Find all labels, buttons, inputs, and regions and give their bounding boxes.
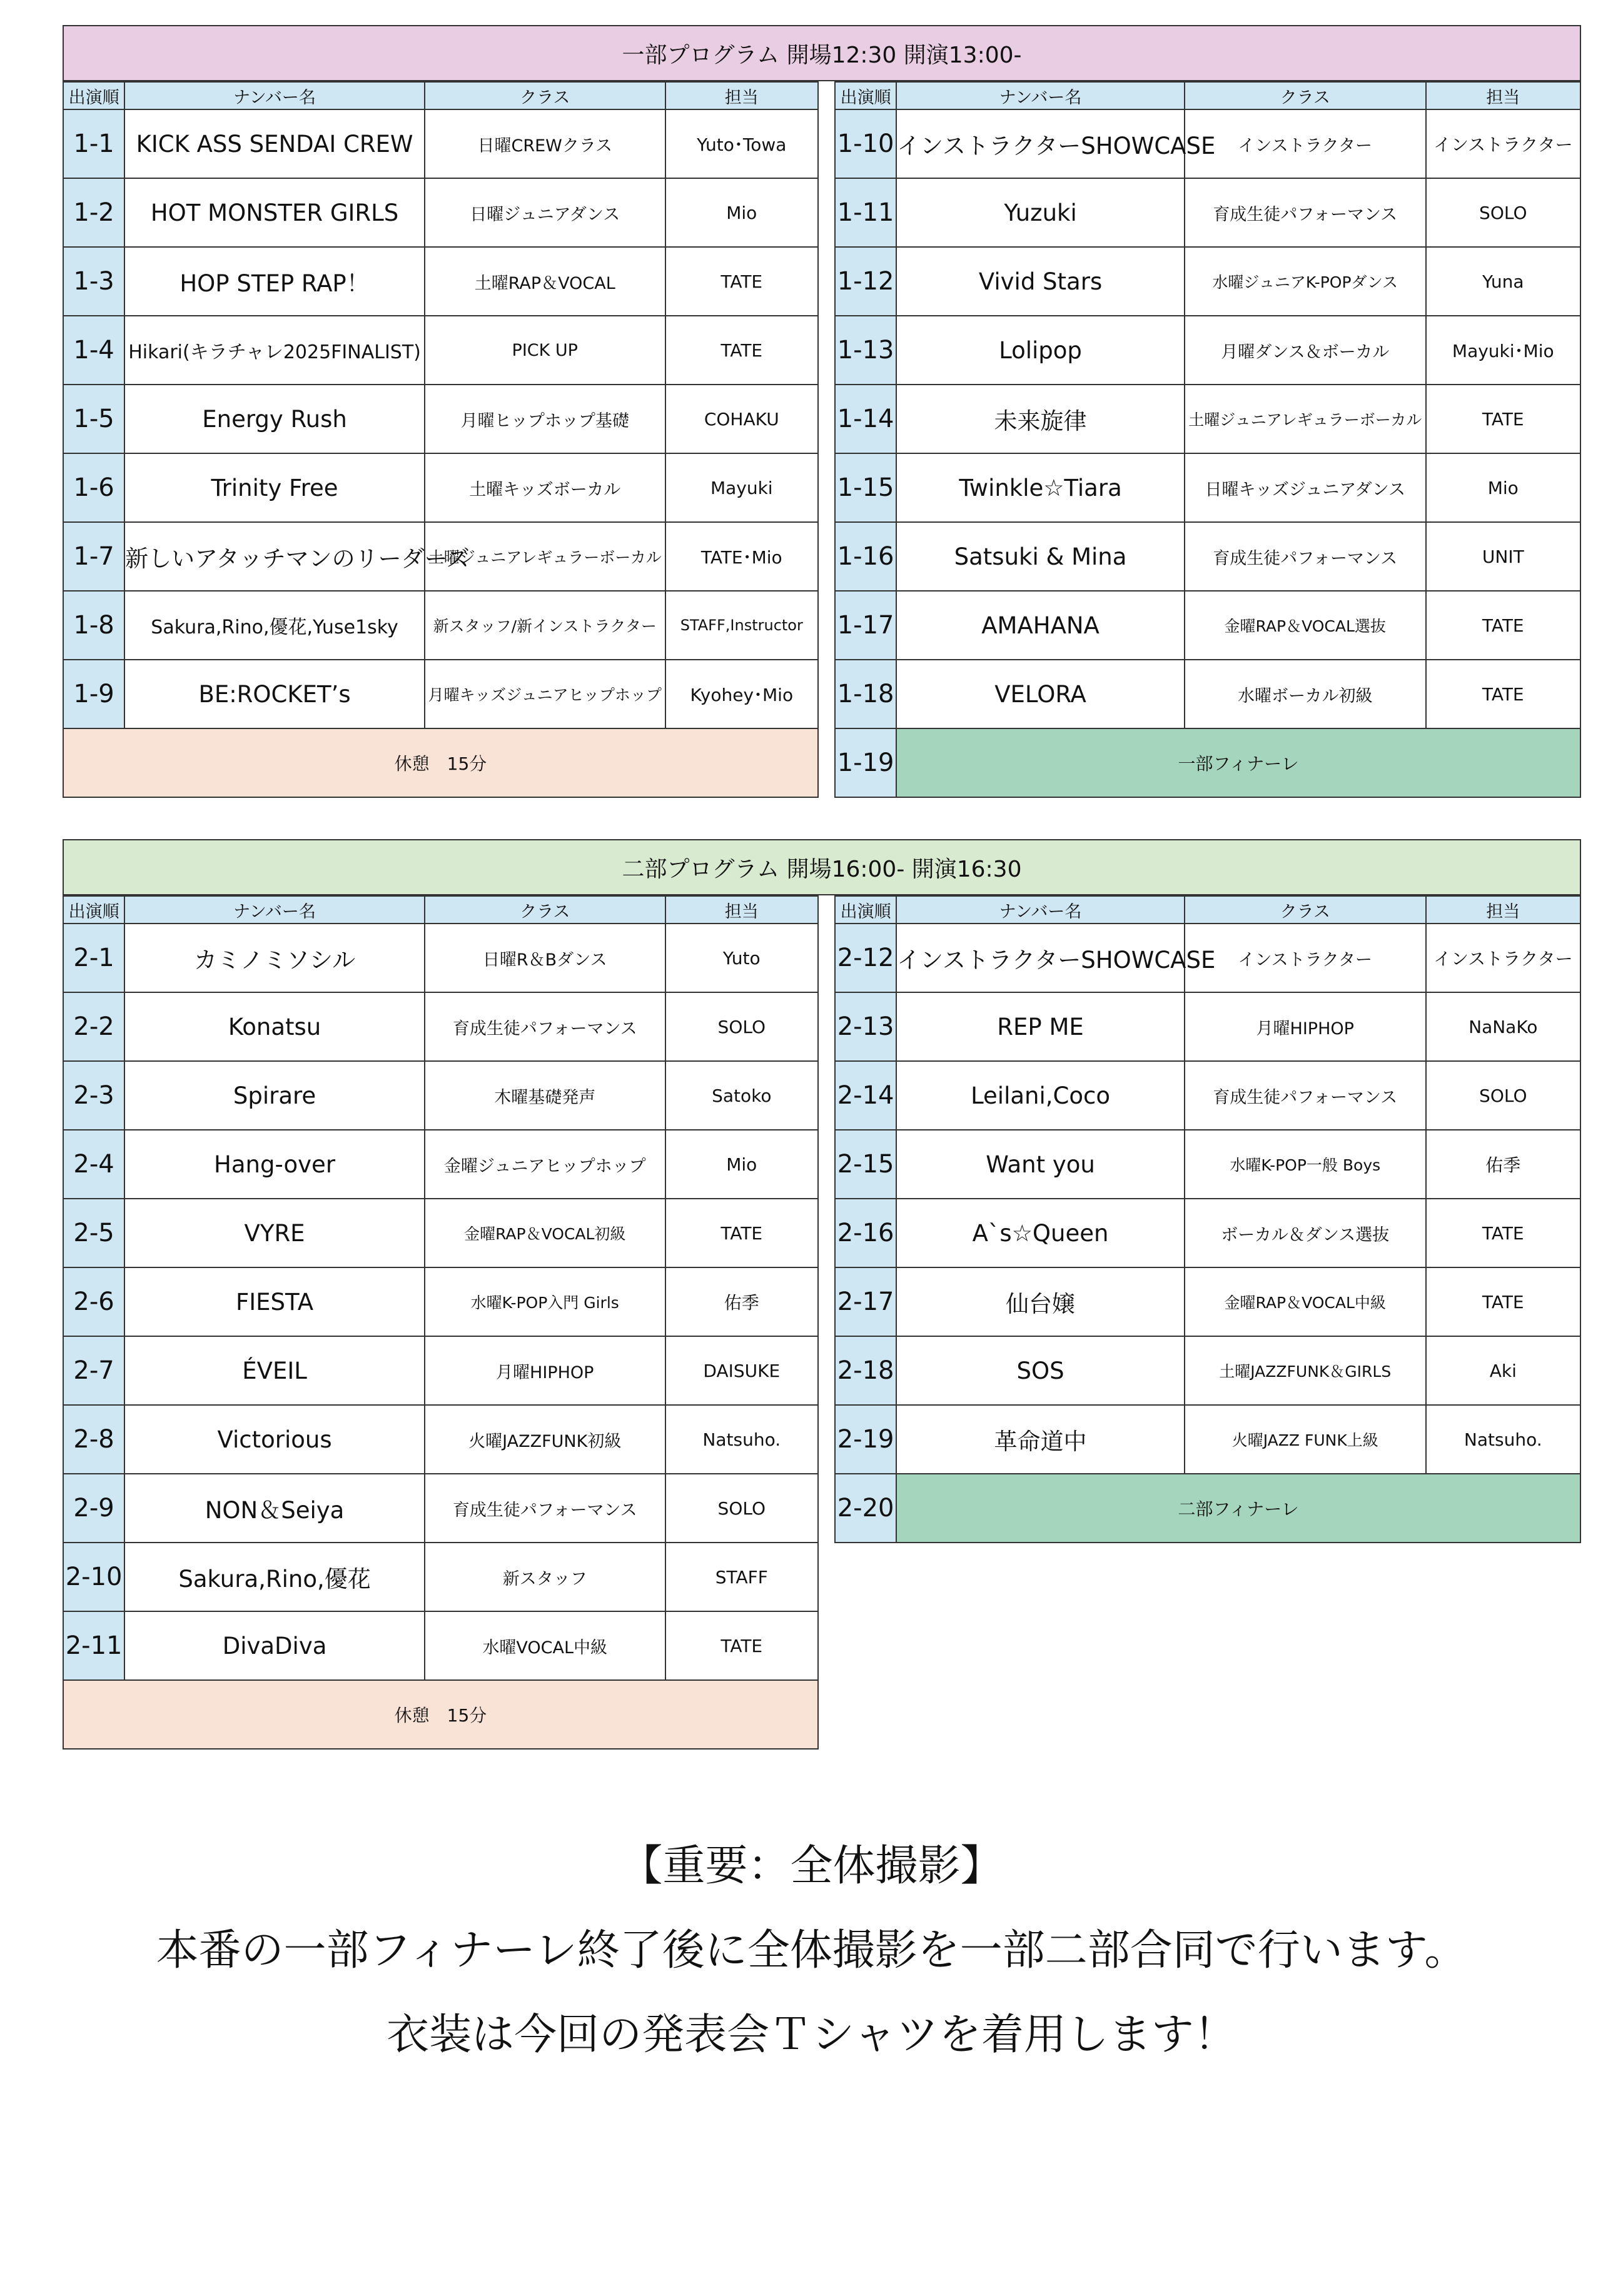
- class-name: 金曜RAP＆VOCAL初級: [425, 1199, 665, 1267]
- header-name: ナンバー名: [124, 896, 425, 924]
- header-order: 出演順: [63, 896, 124, 924]
- number-name: Konatsu: [124, 992, 425, 1061]
- order-number: 2-7: [63, 1336, 124, 1405]
- notice-heading: 【重要：全体撮影】: [620, 1841, 1003, 1891]
- order-number: 1-8: [63, 591, 124, 660]
- class-name: 月曜HIPHOP: [425, 1336, 665, 1405]
- teacher: Mayuki･Mio: [1426, 316, 1580, 385]
- order-number: 1-3: [63, 247, 124, 316]
- order-number: 1-9: [63, 660, 124, 728]
- teacher: NaNaKo: [1426, 992, 1580, 1061]
- teacher: TATE: [1426, 660, 1580, 728]
- class-name: 育成生徒パフォーマンス: [425, 992, 665, 1061]
- table-row: [835, 1130, 1580, 1199]
- order-number: 1-11: [835, 178, 896, 247]
- teacher: Aki: [1426, 1336, 1580, 1405]
- teacher: インストラクター: [1426, 924, 1580, 992]
- table-row: [835, 1405, 1580, 1474]
- teacher: SOLO: [665, 992, 818, 1061]
- header-order: 出演順: [63, 82, 124, 109]
- number-name: インストラクターSHOWCASE: [896, 109, 1185, 178]
- table-row: [63, 453, 818, 522]
- teacher: Kyohey･Mio: [665, 660, 818, 728]
- class-name: 月曜HIPHOP: [1185, 992, 1426, 1061]
- class-name: インストラクター: [1185, 109, 1426, 178]
- header-teacher: 担当: [1426, 896, 1580, 924]
- order-number: 1-13: [835, 316, 896, 385]
- class-name: 水曜K-POP入門 Girls: [425, 1267, 665, 1336]
- number-name: Victorious: [124, 1405, 425, 1474]
- part1-left-table: [63, 81, 819, 798]
- table-row: [63, 1199, 818, 1267]
- class-name: 土曜ジュニアレギュラーボーカル: [425, 522, 665, 591]
- teacher: Mio: [1426, 453, 1580, 522]
- finale-row: [835, 728, 1580, 797]
- class-name: 育成生徒パフォーマンス: [425, 1474, 665, 1543]
- number-name: Twinkle☆Tiara: [896, 453, 1185, 522]
- order-number: 2-8: [63, 1405, 124, 1474]
- teacher: STAFF: [665, 1543, 818, 1611]
- number-name: インストラクターSHOWCASE: [896, 924, 1185, 992]
- number-name: 新しいアタッチマンのリーダーズ: [124, 522, 425, 591]
- order-number: 1-14: [835, 385, 896, 453]
- number-name: BE:ROCKET’s: [124, 660, 425, 728]
- table-row: [63, 992, 818, 1061]
- header-name: ナンバー名: [124, 82, 425, 109]
- order-number: 1-5: [63, 385, 124, 453]
- teacher: Yuto: [665, 924, 818, 992]
- break-row: [63, 1680, 818, 1749]
- order-number: 2-17: [835, 1267, 896, 1336]
- order-number: 2-1: [63, 924, 124, 992]
- finale-number: 2-20: [835, 1474, 896, 1543]
- class-name: 土曜ジュニアレギュラーボーカル: [1185, 385, 1426, 453]
- order-number: 2-16: [835, 1199, 896, 1267]
- class-name: 日曜R＆Bダンス: [425, 924, 665, 992]
- number-name: Lolipop: [896, 316, 1185, 385]
- teacher: TATE: [1426, 1199, 1580, 1267]
- table-row: [63, 1336, 818, 1405]
- number-name: Hang-over: [124, 1130, 425, 1199]
- number-name: カミノミソシル: [124, 924, 425, 992]
- number-name: 革命道中: [896, 1405, 1185, 1474]
- table-row: [835, 591, 1580, 660]
- number-name: REP ME: [896, 992, 1185, 1061]
- teacher: TATE: [1426, 1267, 1580, 1336]
- table-row: [835, 1199, 1580, 1267]
- class-name: 水曜ボーカル初級: [1185, 660, 1426, 728]
- teacher: 佑季: [1426, 1130, 1580, 1199]
- teacher: TATE: [665, 247, 818, 316]
- number-name: A`s☆Queen: [896, 1199, 1185, 1267]
- class-name: 月曜キッズジュニアヒップホップ: [425, 660, 665, 728]
- header-teacher: 担当: [665, 896, 818, 924]
- table-row: [63, 1405, 818, 1474]
- table-row: [835, 109, 1580, 178]
- notice-line-1: 本番の一部フィナーレ終了後に全体撮影を一部二部合同で行います。: [156, 1926, 1467, 1975]
- class-name: 金曜ジュニアヒップホップ: [425, 1130, 665, 1199]
- teacher: SOLO: [1426, 178, 1580, 247]
- order-number: 1-15: [835, 453, 896, 522]
- table-row: [63, 247, 818, 316]
- number-name: HOP STEP RAP！: [124, 247, 425, 316]
- order-number: 1-17: [835, 591, 896, 660]
- order-number: 2-2: [63, 992, 124, 1061]
- number-name: Want you: [896, 1130, 1185, 1199]
- header-teacher: 担当: [1426, 82, 1580, 109]
- number-name: KICK ASS SENDAI CREW: [124, 109, 425, 178]
- header-class: クラス: [1185, 82, 1426, 109]
- order-number: 2-9: [63, 1474, 124, 1543]
- header-name: ナンバー名: [896, 896, 1185, 924]
- table-row: [835, 1267, 1580, 1336]
- table-row: [63, 1130, 818, 1199]
- number-name: HOT MONSTER GIRLS: [124, 178, 425, 247]
- class-name: PICK UP: [425, 316, 665, 385]
- order-number: 2-11: [63, 1611, 124, 1680]
- table-row: [63, 178, 818, 247]
- class-name: 水曜VOCAL中級: [425, 1611, 665, 1680]
- table-row: [835, 1061, 1580, 1130]
- number-name: FIESTA: [124, 1267, 425, 1336]
- class-name: 育成生徒パフォーマンス: [1185, 522, 1426, 591]
- teacher: Mio: [665, 178, 818, 247]
- table-row: [835, 522, 1580, 591]
- class-name: 木曜基礎発声: [425, 1061, 665, 1130]
- number-name: 未来旋律: [896, 385, 1185, 453]
- class-name: 金曜RAP＆VOCAL選抜: [1185, 591, 1426, 660]
- table-row: [63, 1543, 818, 1611]
- number-name: NON＆Seiya: [124, 1474, 425, 1543]
- part1-right-table: [834, 81, 1581, 798]
- order-number: 2-19: [835, 1405, 896, 1474]
- teacher: 佑季: [665, 1267, 818, 1336]
- table-row: [63, 1061, 818, 1130]
- break-label: 休憩 15分: [63, 1680, 818, 1749]
- teacher: TATE: [1426, 591, 1580, 660]
- teacher: SOLO: [665, 1474, 818, 1543]
- number-name: 仙台嬢: [896, 1267, 1185, 1336]
- number-name: Satsuki & Mina: [896, 522, 1185, 591]
- teacher: TATE: [665, 316, 818, 385]
- table-row: [63, 385, 818, 453]
- table-row: [835, 1336, 1580, 1405]
- teacher: Satoko: [665, 1061, 818, 1130]
- class-name: 日曜CREWクラス: [425, 109, 665, 178]
- table-row: [835, 992, 1580, 1061]
- order-number: 2-4: [63, 1130, 124, 1199]
- teacher: Natsuho.: [665, 1405, 818, 1474]
- class-name: 月曜ダンス＆ボーカル: [1185, 316, 1426, 385]
- order-number: 2-14: [835, 1061, 896, 1130]
- number-name: VYRE: [124, 1199, 425, 1267]
- table-row: [835, 178, 1580, 247]
- number-name: AMAHANA: [896, 591, 1185, 660]
- number-name: Sakura,Rino,優花,Yuse1sky: [124, 591, 425, 660]
- order-number: 1-1: [63, 109, 124, 178]
- part2-title: 二部プログラム 開場16:00- 開演16:30: [63, 839, 1581, 895]
- order-number: 1-7: [63, 522, 124, 591]
- class-name: 水曜K-POP一般 Boys: [1185, 1130, 1426, 1199]
- number-name: DivaDiva: [124, 1611, 425, 1680]
- header-name: ナンバー名: [896, 82, 1185, 109]
- teacher: Yuna: [1426, 247, 1580, 316]
- header-class: クラス: [425, 82, 665, 109]
- break-label: 休憩 15分: [63, 728, 818, 797]
- teacher: TATE: [665, 1611, 818, 1680]
- order-number: 1-12: [835, 247, 896, 316]
- number-name: Leilani,Coco: [896, 1061, 1185, 1130]
- table-row: [835, 660, 1580, 728]
- order-number: 2-10: [63, 1543, 124, 1611]
- number-name: Yuzuki: [896, 178, 1185, 247]
- class-name: 新スタッフ/新インストラクター: [425, 591, 665, 660]
- table-row: [835, 924, 1580, 992]
- finale-label: 二部フィナーレ: [896, 1474, 1580, 1543]
- order-number: 2-3: [63, 1061, 124, 1130]
- class-name: 日曜ジュニアダンス: [425, 178, 665, 247]
- table-row: [63, 660, 818, 728]
- order-number: 2-12: [835, 924, 896, 992]
- class-name: インストラクター: [1185, 924, 1426, 992]
- class-name: 火曜JAZZFUNK初級: [425, 1405, 665, 1474]
- teacher: Yuto･Towa: [665, 109, 818, 178]
- teacher: Natsuho.: [1426, 1405, 1580, 1474]
- table-row: [63, 1611, 818, 1680]
- class-name: 金曜RAP＆VOCAL中級: [1185, 1267, 1426, 1336]
- number-name: SOS: [896, 1336, 1185, 1405]
- order-number: 2-15: [835, 1130, 896, 1199]
- order-number: 2-6: [63, 1267, 124, 1336]
- table-row: [835, 247, 1580, 316]
- header-class: クラス: [1185, 896, 1426, 924]
- class-name: 土曜キッズボーカル: [425, 453, 665, 522]
- class-name: 土曜RAP＆VOCAL: [425, 247, 665, 316]
- break-row: [63, 728, 818, 797]
- teacher: Mio: [665, 1130, 818, 1199]
- order-number: 1-10: [835, 109, 896, 178]
- finale-row: [835, 1474, 1580, 1543]
- order-number: 2-5: [63, 1199, 124, 1267]
- header-class: クラス: [425, 896, 665, 924]
- class-name: 土曜JAZZFUNK＆GIRLS: [1185, 1336, 1426, 1405]
- header-teacher: 担当: [665, 82, 818, 109]
- order-number: 1-6: [63, 453, 124, 522]
- teacher: STAFF,Instructor: [665, 591, 818, 660]
- table-row: [63, 109, 818, 178]
- part2-right-table: [834, 895, 1581, 1543]
- header-order: 出演順: [835, 896, 896, 924]
- class-name: 育成生徒パフォーマンス: [1185, 178, 1426, 247]
- number-name: Hikari(キラチャレ2025FINALIST): [124, 316, 425, 385]
- number-name: Spirare: [124, 1061, 425, 1130]
- table-row: [63, 1267, 818, 1336]
- order-number: 1-18: [835, 660, 896, 728]
- teacher: UNIT: [1426, 522, 1580, 591]
- teacher: COHAKU: [665, 385, 818, 453]
- table-row: [63, 1474, 818, 1543]
- number-name: VELORA: [896, 660, 1185, 728]
- class-name: 育成生徒パフォーマンス: [1185, 1061, 1426, 1130]
- order-number: 2-13: [835, 992, 896, 1061]
- teacher: TATE･Mio: [665, 522, 818, 591]
- table-row: [63, 316, 818, 385]
- class-name: 月曜ヒップホップ基礎: [425, 385, 665, 453]
- class-name: ボーカル＆ダンス選抜: [1185, 1199, 1426, 1267]
- part2-left-table: [63, 895, 819, 1750]
- finale-number: 1-19: [835, 728, 896, 797]
- teacher: インストラクター: [1426, 109, 1580, 178]
- header-order: 出演順: [835, 82, 896, 109]
- table-row: [835, 385, 1580, 453]
- number-name: ÉVEIL: [124, 1336, 425, 1405]
- table-row: [835, 316, 1580, 385]
- order-number: 2-18: [835, 1336, 896, 1405]
- class-name: 火曜JAZZ FUNK上級: [1185, 1405, 1426, 1474]
- teacher: SOLO: [1426, 1061, 1580, 1130]
- number-name: Energy Rush: [124, 385, 425, 453]
- order-number: 1-2: [63, 178, 124, 247]
- number-name: Vivid Stars: [896, 247, 1185, 316]
- part1-title: 一部プログラム 開場12:30 開演13:00-: [63, 25, 1581, 81]
- number-name: Trinity Free: [124, 453, 425, 522]
- order-number: 1-16: [835, 522, 896, 591]
- class-name: 日曜キッズジュニアダンス: [1185, 453, 1426, 522]
- notice-line-2: 衣装は今回の発表会Ｔシャツを着用します！: [387, 2010, 1236, 2060]
- class-name: 新スタッフ: [425, 1543, 665, 1611]
- finale-label: 一部フィナーレ: [896, 728, 1580, 797]
- number-name: Sakura,Rino,優花: [124, 1543, 425, 1611]
- table-row: [63, 591, 818, 660]
- table-row: [63, 924, 818, 992]
- class-name: 水曜ジュニアK-POPダンス: [1185, 247, 1426, 316]
- teacher: TATE: [1426, 385, 1580, 453]
- table-row: [835, 453, 1580, 522]
- teacher: TATE: [665, 1199, 818, 1267]
- teacher: Mayuki: [665, 453, 818, 522]
- table-row: [63, 522, 818, 591]
- order-number: 1-4: [63, 316, 124, 385]
- teacher: DAISUKE: [665, 1336, 818, 1405]
